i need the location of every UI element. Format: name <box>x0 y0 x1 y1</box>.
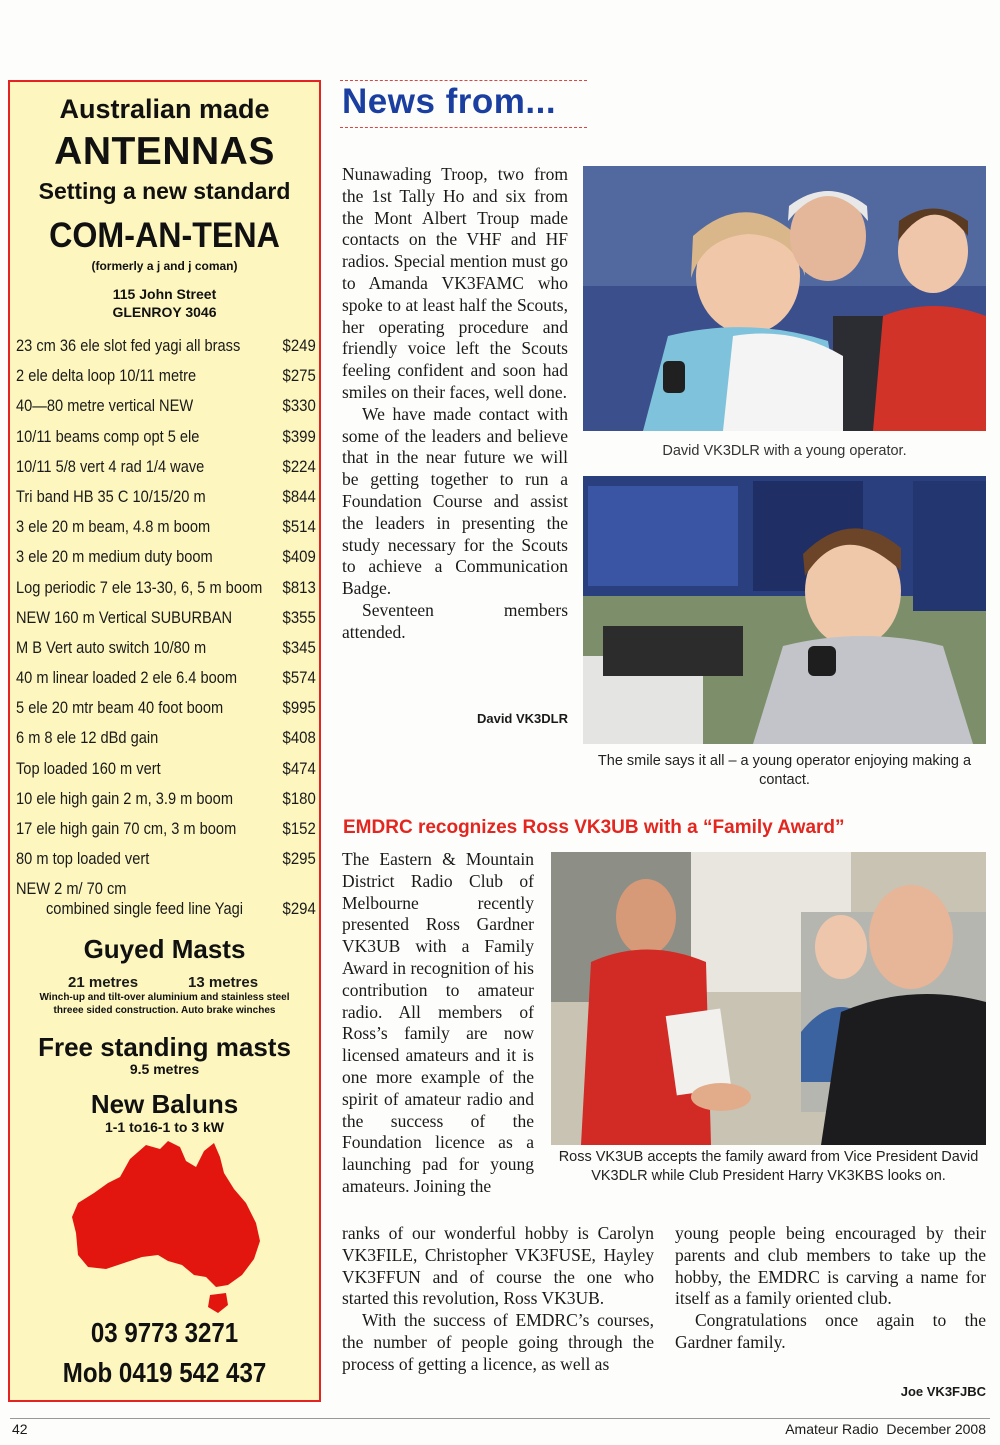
ad-heading-antennas: ANTENNAS <box>54 130 275 173</box>
item-name: 5 ele 20 mtr beam 40 foot boom <box>16 698 224 718</box>
price-row <box>16 843 316 873</box>
ad-brand-name: COM-AN-TENA <box>49 216 280 255</box>
ad-heading-standard: Setting a new standard <box>38 178 291 204</box>
price-row <box>16 783 316 813</box>
price-row <box>16 330 316 360</box>
article-paragraph: Nunawading Troop, two from the 1st Tally Ho and six from the Mont Albert Troup made contacts on the VHF and HF radios. Special mention must go to Amanda VK3FAMC who spoke to at least half the Scouts, her operating procedure and friendly voice left the Scouts feeling confident and soon had smiles on their faces, well done. <box>342 164 568 402</box>
item-name: 6 m 8 ele 12 dBd gain <box>16 728 159 748</box>
page-number: 42 <box>12 1421 28 1437</box>
ad-heading-australian-made: Australian made <box>59 94 270 124</box>
item-name: 23 cm 36 ele slot fed yagi all brass <box>16 336 241 355</box>
ad-formerly: (formerly a j and j coman) <box>91 259 238 273</box>
item-name: Tri band HB 35 C 10/15/20 m <box>16 486 206 506</box>
price-row <box>16 421 316 451</box>
emdrc-text-column-1 <box>342 849 534 1198</box>
antenna-advertisement <box>8 80 321 1402</box>
item-name: 40 m linear loaded 2 ele 6.4 boom <box>16 668 238 688</box>
free-standing-title: Free standing masts <box>38 1032 291 1062</box>
item-name: 3 ele 20 m beam, 4.8 m boom <box>16 517 211 537</box>
news-article-text <box>342 164 568 644</box>
item-price: $574 <box>282 668 316 688</box>
item-price: $152 <box>282 819 316 838</box>
item-price: $399 <box>282 426 316 446</box>
item-name: 40—80 metre vertical NEW <box>16 396 194 416</box>
price-row <box>16 360 316 390</box>
ad-address-suburb: GLENROY 3046 <box>112 304 217 320</box>
item-price: $345 <box>282 637 316 657</box>
item-price: $844 <box>282 486 316 506</box>
guyed-21-metres: 21 metres <box>68 974 139 991</box>
item-price: $813 <box>282 577 316 597</box>
price-row <box>16 662 316 692</box>
item-price: $275 <box>282 366 316 386</box>
ad-phone-number: 03 9773 3271 <box>90 1317 239 1348</box>
item-name: Log periodic 7 ele 13-30, 6, 5 m boom <box>16 577 263 597</box>
ad-mobile-number: Mob 0419 542 437 <box>62 1357 267 1388</box>
baluns-title: New Baluns <box>90 1089 239 1119</box>
item-name: 2 ele delta loop 10/11 metre <box>16 366 197 386</box>
item-name: NEW 160 m Vertical SUBURBAN <box>16 607 233 627</box>
article-paragraph: ranks of our wonderful hobby is Carolyn VK3FILE, Christopher VK3FUSE, Hayley VK3FFUN and of course the one who started this revolution, Ross VK3UB. <box>342 1223 654 1309</box>
baluns-spec: 1-1 to16-1 to 3 kW <box>104 1119 225 1135</box>
guyed-description-line1: Winch-up and tilt-over aluminium and stainless steel <box>39 992 290 1003</box>
photo-young-operator <box>583 166 986 431</box>
item-price: $224 <box>282 456 316 476</box>
price-row <box>16 451 316 481</box>
item-name: 10/11 beams comp opt 5 ele <box>16 426 200 446</box>
item-price: $409 <box>282 547 316 567</box>
title-rule-top <box>340 80 587 81</box>
footer-rule <box>10 1418 990 1419</box>
item-name: 10 ele high gain 2 m, 3.9 m boom <box>16 788 234 808</box>
article-paragraph: With the success of EMDRC’s courses, the number of people going through the process of getting a licence, as well as <box>342 1310 654 1374</box>
item-price: $355 <box>282 607 316 627</box>
guyed-masts-title: Guyed Masts <box>83 934 246 964</box>
section-title: News from... <box>342 82 557 121</box>
emdrc-text-column-3 <box>675 1223 986 1354</box>
item-name: NEW 2 m/ 70 cm <box>16 879 127 899</box>
title-rule-bottom <box>340 127 587 128</box>
emdrc-signature: Joe VK3FJBC <box>900 1384 986 1399</box>
article-headline: EMDRC recognizes Ross VK3UB with a “Family Award” <box>343 817 845 838</box>
price-row <box>16 390 316 420</box>
price-row <box>16 753 316 783</box>
item-price: $408 <box>282 728 316 748</box>
guyed-description-line2: threee sided construction. Auto brake winches <box>53 1005 276 1016</box>
price-row <box>16 813 316 843</box>
price-list <box>16 330 316 923</box>
price-row <box>16 873 316 923</box>
price-row <box>16 511 316 541</box>
item-name: M B Vert auto switch 10/80 m <box>16 637 207 657</box>
photo-caption: Ross VK3UB accepts the family award from Vice President David VK3DLR while Club President Harry VK3KBS looks on. <box>558 1149 979 1184</box>
item-price: $180 <box>282 788 316 808</box>
article-paragraph: young people being encouraged by their parents and club members to take up the hobby, the EMDRC is carving a name for itself as a family oriented club. <box>675 1223 986 1309</box>
australia-map-icon <box>68 1137 268 1315</box>
item-name: 3 ele 20 m medium duty boom <box>16 547 213 567</box>
photo-award-presentation <box>551 852 986 1145</box>
item-price: $474 <box>282 758 316 778</box>
item-price: $330 <box>282 396 316 416</box>
item-name: Top loaded 160 m vert <box>16 758 161 778</box>
item-price: $514 <box>282 517 316 537</box>
item-name: 17 ele high gain 70 cm, 3 m boom <box>16 819 237 838</box>
item-name: 10/11 5/8 vert 4 rad 1/4 wave <box>16 456 205 476</box>
photo-smiling-operator <box>583 476 986 744</box>
price-row <box>16 572 316 602</box>
item-name: 80 m top loaded vert <box>16 849 150 869</box>
item-price: $995 <box>282 698 316 718</box>
price-row <box>16 632 316 662</box>
item-name-line2: combined single feed line Yagi <box>46 899 243 919</box>
article-paragraph: The Eastern & Mountain District Radio Club of Melbourne recently presented Ross Gardner VK3UB with a Family Award in recognition of his contribution to amateur radio. All members of Ross’s family are now licensed amateurs and it is one more example of the spirit of amateur radio and the success of the Foundation licence as a launching pad for young amateurs. Joining the <box>342 849 534 1196</box>
article-paragraph: We have made contact with some of the leaders and believe that in the near future we will be getting together to run a Foundation Course and assist the leaders in presenting the study necessary for the Scouts to achieve a Communication Badge. <box>342 403 568 599</box>
photo-caption: David VK3DLR with a young operator. <box>662 443 907 459</box>
photo-caption: The smile says it all – a young operator enjoying making a contact. <box>597 753 972 788</box>
price-row <box>16 541 316 571</box>
item-price: $295 <box>282 849 316 869</box>
ad-address-street: 115 John Street <box>112 286 217 302</box>
price-row <box>16 722 316 752</box>
free-standing-height: 9.5 metres <box>129 1061 200 1077</box>
magazine-issue: Amateur Radio December 2008 <box>785 1421 986 1437</box>
item-price: $294 <box>282 899 316 919</box>
price-row <box>16 692 316 722</box>
news-signature: David VK3DLR <box>476 711 568 726</box>
article-paragraph: Congratulations once again to the Gardner family. <box>675 1310 986 1352</box>
price-row <box>16 481 316 511</box>
emdrc-text-column-2 <box>342 1223 654 1376</box>
item-price: $249 <box>282 336 316 355</box>
price-row <box>16 602 316 632</box>
guyed-13-metres: 13 metres <box>188 974 259 991</box>
article-paragraph: Seventeen members attended. <box>342 599 568 642</box>
